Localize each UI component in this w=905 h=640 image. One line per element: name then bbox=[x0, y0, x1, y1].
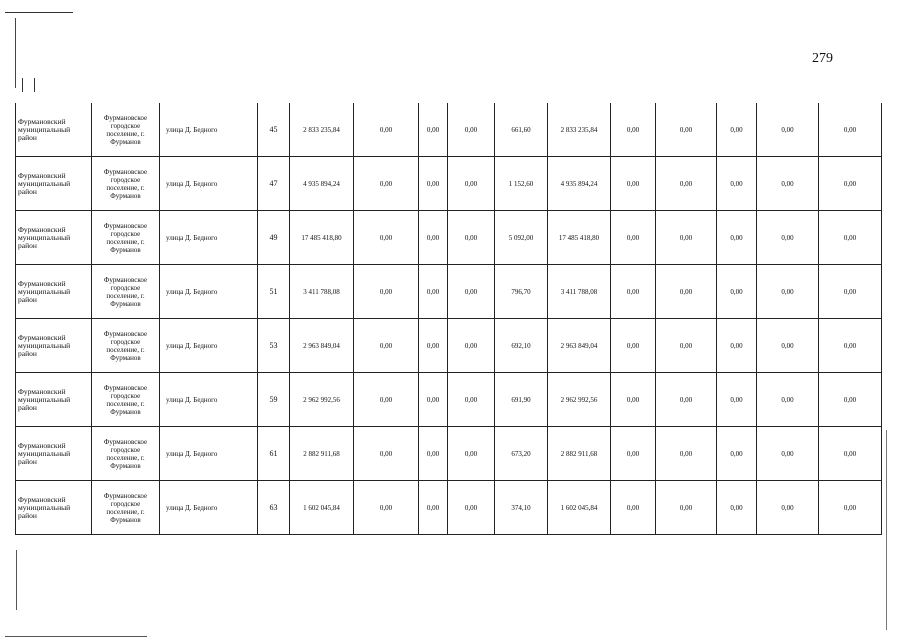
value-cell: 0,00 bbox=[354, 103, 419, 157]
table-row bbox=[16, 103, 882, 157]
value-cell: 0,00 bbox=[611, 427, 656, 481]
settlement-cell: Фурмановское городское поселение, г. Фурманов bbox=[92, 481, 160, 535]
value-cell: 0,00 bbox=[717, 157, 757, 211]
street-cell: улица Д. Бедного bbox=[160, 157, 258, 211]
district-cell: Фурмановский муниципальный район bbox=[16, 103, 92, 157]
left-margin-line-lower bbox=[16, 550, 17, 610]
value-cell: 0,00 bbox=[717, 319, 757, 373]
value-cell: 0,00 bbox=[448, 319, 495, 373]
total-cost-cell: 1 602 045,84 bbox=[290, 481, 354, 535]
value-cell: 0,00 bbox=[419, 373, 448, 427]
left-margin-line bbox=[15, 18, 16, 88]
district-cell: Фурмановский муниципальный район bbox=[16, 373, 92, 427]
value-cell: 0,00 bbox=[757, 373, 819, 427]
value-cell: 0,00 bbox=[419, 481, 448, 535]
value-cell: 0,00 bbox=[819, 211, 882, 265]
value-cell: 0,00 bbox=[656, 211, 717, 265]
settlement-cell: Фурмановское городское поселение, г. Фурманов bbox=[92, 319, 160, 373]
value-cell: 0,00 bbox=[354, 157, 419, 211]
value-cell: 0,00 bbox=[611, 157, 656, 211]
street-cell: улица Д. Бедного bbox=[160, 481, 258, 535]
district-cell: Фурмановский муниципальный район bbox=[16, 481, 92, 535]
value-cell: 0,00 bbox=[717, 427, 757, 481]
settlement-cell: Фурмановское городское поселение, г. Фурманов bbox=[92, 373, 160, 427]
value-cell: 0,00 bbox=[717, 211, 757, 265]
value-cell: 0,00 bbox=[419, 157, 448, 211]
value-cell: 0,00 bbox=[611, 373, 656, 427]
value-cell: 0,00 bbox=[757, 427, 819, 481]
value-cell: 0,00 bbox=[819, 427, 882, 481]
value-cell: 0,00 bbox=[717, 481, 757, 535]
settlement-cell: Фурмановское городское поселение, г. Фурманов bbox=[92, 427, 160, 481]
house-number-cell: 49 bbox=[258, 211, 290, 265]
value-cell: 0,00 bbox=[757, 157, 819, 211]
cost-cell: 2 882 911,68 bbox=[548, 427, 611, 481]
value-cell: 0,00 bbox=[656, 157, 717, 211]
house-number-cell: 45 bbox=[258, 103, 290, 157]
value-cell: 0,00 bbox=[717, 265, 757, 319]
cost-cell: 3 411 788,08 bbox=[548, 265, 611, 319]
value-cell: 0,00 bbox=[819, 319, 882, 373]
value-cell: 0,00 bbox=[611, 265, 656, 319]
street-cell: улица Д. Бедного bbox=[160, 103, 258, 157]
cost-cell: 1 602 045,84 bbox=[548, 481, 611, 535]
table-row bbox=[16, 427, 882, 481]
settlement-cell: Фурмановское городское поселение, г. Фурманов bbox=[92, 103, 160, 157]
value-cell: 0,00 bbox=[419, 427, 448, 481]
district-cell: Фурмановский муниципальный район bbox=[16, 157, 92, 211]
value-cell: 0,00 bbox=[611, 211, 656, 265]
value-cell: 0,00 bbox=[656, 481, 717, 535]
total-cost-cell: 2 962 992,56 bbox=[290, 373, 354, 427]
value-cell: 0,00 bbox=[354, 373, 419, 427]
area-cell: 796,70 bbox=[495, 265, 548, 319]
total-cost-cell: 2 882 911,68 bbox=[290, 427, 354, 481]
cost-cell: 2 963 849,04 bbox=[548, 319, 611, 373]
cost-cell: 4 935 894,24 bbox=[548, 157, 611, 211]
street-cell: улица Д. Бедного bbox=[160, 373, 258, 427]
total-cost-cell: 2 963 849,04 bbox=[290, 319, 354, 373]
value-cell: 0,00 bbox=[419, 211, 448, 265]
cost-cell: 2 833 235,84 bbox=[548, 103, 611, 157]
value-cell: 0,00 bbox=[757, 481, 819, 535]
value-cell: 0,00 bbox=[757, 211, 819, 265]
table-row bbox=[16, 373, 882, 427]
area-cell: 692,10 bbox=[495, 319, 548, 373]
house-number-cell: 51 bbox=[258, 265, 290, 319]
settlement-cell: Фурмановское городское поселение, г. Фурманов bbox=[92, 265, 160, 319]
district-cell: Фурмановский муниципальный район bbox=[16, 427, 92, 481]
value-cell: 0,00 bbox=[448, 373, 495, 427]
value-cell: 0,00 bbox=[448, 265, 495, 319]
value-cell: 0,00 bbox=[448, 103, 495, 157]
cost-cell: 17 485 418,80 bbox=[548, 211, 611, 265]
table-body bbox=[16, 103, 882, 535]
value-cell: 0,00 bbox=[656, 319, 717, 373]
value-cell: 0,00 bbox=[419, 265, 448, 319]
district-cell: Фурмановский муниципальный район bbox=[16, 265, 92, 319]
area-cell: 374,10 bbox=[495, 481, 548, 535]
value-cell: 0,00 bbox=[611, 103, 656, 157]
value-cell: 0,00 bbox=[419, 319, 448, 373]
area-cell: 661,60 bbox=[495, 103, 548, 157]
area-cell: 1 152,60 bbox=[495, 157, 548, 211]
value-cell: 0,00 bbox=[819, 157, 882, 211]
value-cell: 0,00 bbox=[354, 319, 419, 373]
value-cell: 0,00 bbox=[819, 373, 882, 427]
total-cost-cell: 17 485 418,80 bbox=[290, 211, 354, 265]
value-cell: 0,00 bbox=[819, 265, 882, 319]
value-cell: 0,00 bbox=[448, 157, 495, 211]
value-cell: 0,00 bbox=[448, 427, 495, 481]
margin-tick bbox=[34, 78, 35, 92]
street-cell: улица Д. Бедного bbox=[160, 211, 258, 265]
value-cell: 0,00 bbox=[656, 373, 717, 427]
street-cell: улица Д. Бедного bbox=[160, 427, 258, 481]
value-cell: 0,00 bbox=[354, 427, 419, 481]
value-cell: 0,00 bbox=[656, 265, 717, 319]
total-cost-cell: 4 935 894,24 bbox=[290, 157, 354, 211]
value-cell: 0,00 bbox=[819, 481, 882, 535]
value-cell: 0,00 bbox=[419, 103, 448, 157]
value-cell: 0,00 bbox=[757, 103, 819, 157]
area-cell: 673,20 bbox=[495, 427, 548, 481]
street-cell: улица Д. Бедного bbox=[160, 319, 258, 373]
margin-tick bbox=[22, 78, 23, 92]
district-cell: Фурмановский муниципальный район bbox=[16, 319, 92, 373]
total-cost-cell: 3 411 788,08 bbox=[290, 265, 354, 319]
house-number-cell: 59 bbox=[258, 373, 290, 427]
value-cell: 0,00 bbox=[611, 481, 656, 535]
value-cell: 0,00 bbox=[757, 265, 819, 319]
value-cell: 0,00 bbox=[717, 373, 757, 427]
page-number: 279 bbox=[812, 51, 833, 66]
value-cell: 0,00 bbox=[448, 481, 495, 535]
district-cell: Фурмановский муниципальный район bbox=[16, 211, 92, 265]
value-cell: 0,00 bbox=[354, 211, 419, 265]
house-number-cell: 47 bbox=[258, 157, 290, 211]
house-number-cell: 53 bbox=[258, 319, 290, 373]
house-number-cell: 61 bbox=[258, 427, 290, 481]
area-cell: 691,90 bbox=[495, 373, 548, 427]
bottom-rule bbox=[5, 636, 147, 637]
area-cell: 5 092,00 bbox=[495, 211, 548, 265]
table-row bbox=[16, 481, 882, 535]
value-cell: 0,00 bbox=[448, 211, 495, 265]
street-cell: улица Д. Бедного bbox=[160, 265, 258, 319]
house-number-cell: 63 bbox=[258, 481, 290, 535]
top-rule bbox=[5, 12, 73, 13]
value-cell: 0,00 bbox=[611, 319, 656, 373]
value-cell: 0,00 bbox=[354, 481, 419, 535]
total-cost-cell: 2 833 235,84 bbox=[290, 103, 354, 157]
right-margin-line bbox=[886, 430, 887, 630]
value-cell: 0,00 bbox=[656, 103, 717, 157]
table-row bbox=[16, 265, 882, 319]
table-row bbox=[16, 319, 882, 373]
settlement-cell: Фурмановское городское поселение, г. Фурманов bbox=[92, 157, 160, 211]
table-row bbox=[16, 157, 882, 211]
value-cell: 0,00 bbox=[656, 427, 717, 481]
table-row bbox=[16, 211, 882, 265]
value-cell: 0,00 bbox=[717, 103, 757, 157]
value-cell: 0,00 bbox=[819, 103, 882, 157]
value-cell: 0,00 bbox=[354, 265, 419, 319]
cost-cell: 2 962 992,56 bbox=[548, 373, 611, 427]
value-cell: 0,00 bbox=[757, 319, 819, 373]
settlement-cell: Фурмановское городское поселение, г. Фурманов bbox=[92, 211, 160, 265]
housing-register-table bbox=[15, 103, 882, 535]
